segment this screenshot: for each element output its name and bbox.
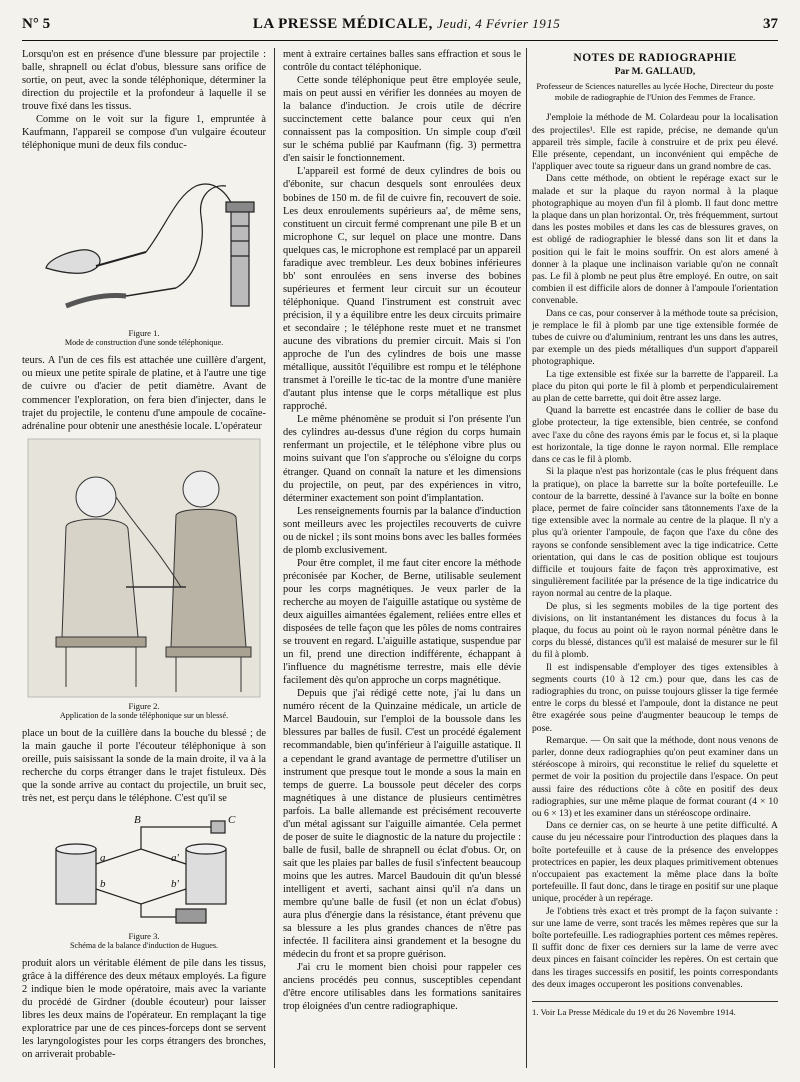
paragraph: Dans ce cas, pour conserver à la méthode toute sa précision, je remplace le fil à plomb par une tige extensible formée de tubes de cuivre ou d'aluminium, rentrant les uns dans les autres, par exemple un des pieds métalliques d'un support d'appareil photographique. (532, 307, 778, 368)
paragraph: Dans ce dernier cas, on se heurte à une petite difficulté. A cause du jeu nécessaire pour l'introduction des plaques dans la boîte portefeuille et à cause de la présence des enveloppes protectrices en papier, les deux plaques primitivement obtenues n'occupaient pas exactement la même place dans la boîte portefeuille. Il faut donc, dans le tirage en positif sur une plaque unique, procéder à un repérage. (532, 820, 778, 905)
paragraph: Depuis que j'ai rédigé cette note, j'ai lu dans un numéro récent de la Quinzaine médicale, un article de Marcel Baudouin, sur l'emploi de la boussole dans les blessures par balles de fusil. C'est un procédé également recommandable, bien qu'inférieur à l'aiguille astatique. Il a cependant le grand avantage de permettre d'utiliser un instrument que presque tout le monde a sous la main en temps de guerre. La boussole peut déceler des corps magnétiques à une distance de plusieurs centimètres parfois. La balle allemande est précisément recouverte d'un métal agissant sur l'aiguille aimantée. Cela permet de poser de suite le diagnostic de la nature du projectile : balle de fusil, balle de shrapnell ou éclat d'obus. Or, on sait que les plaies par balles de fusil s'infectent beaucoup moins que les autres. Marcel Baudouin dit qu'un blessé intelligent et averti, sachant ainsi qu'il n'a dans un membre qu'une balle de fusil (et non un éclat d'obus) aura plus d'énergie dans la résistance, étant prévenu que sa blessure a les plus grandes chances de n'être pas infectée. Il facilitera ainsi grandement et la besogne du médecin du front et sa propre guérison. (283, 688, 521, 961)
figure-3 (22, 809, 266, 951)
issue-date: Jeudi, 4 Février 1915 (437, 16, 561, 31)
paragraph: De plus, si les segments mobiles de la tige portent des divisions, on lit instantanément les distances du focus à la plaque, du focus au point où le rayon normal pénètre dans le corps du blessé, distances qu'il est malaisé de mesurer sur le fil du fil à plomb. (532, 600, 778, 661)
paragraph: J'ai cru le moment bien choisi pour rappeler ces anciens procédés peu connus, susceptibles cependant d'être encore utilisables dans les formations sanitaires trop éloignées d'un centre radiographique. (283, 962, 521, 1013)
article-heading (532, 52, 778, 102)
paragraph: Comme on le voit sur la figure 1, empruntée à Kaufmann, l'appareil se compose d'un vulgaire écouteur téléphonique muni de deux fils conduc- (22, 114, 266, 152)
figure-2-caption: Application de la sonde téléphonique sur un blessé. (59, 710, 229, 720)
paragraph: L'appareil est formé de deux cylindres de bois ou d'ébonite, sur chacun desquels sont enroulées deux bobines de 150 m. de fil de cuivre fin, recouvert de soie. Les deux enroulements supérieurs aa', de même sens, constituent un circuit fermé comprenant une pile B et un microphone C, sur lequel on place une montre. Dans quelques cas, le microphone est remplacé par un appareil faradique avec trembleur. Les deux bobines inférieures bb' sont enroulées en sens inverse des bobines supérieures et ferment leur circuit sur un écouteur téléphonique. Quand l'instrument est construit avec précision, il y a équilibre entre les deux circuits primaire et secondaire ; le téléphone reste muet et ne transmet aucune des vibrations du premier circuit. Mais si l'on approche de l'un des cylindres de bois une masse métallique, aussitôt l'équilibre est rompu et le téléphone transmet à l'oreille le tic-tac de la montre d'une manière d'autant plus intense que le corps métallique est plus rapproché. (283, 166, 521, 413)
figure-3-caption: Schéma de la balance d'induction de Hugues. (69, 940, 219, 950)
paragraph: La tige extensible est fixée sur la barrette de l'appareil. La place du piton qui porte le fil à plomb et perpendiculairement au plan de cette barrette, qui doit être assez large. (532, 368, 778, 405)
page-header (22, 16, 778, 41)
paragraph: Cette sonde téléphonique peut être employée seule, mais on peut aussi en vérifier les données au moyen de la balance d'induction. Je crois utile de décrire succinctement cette balance pour ceux qui n'en connaissent pas la composition. Un simple coup d'œil sur le schéma publié par Kaufmann (fig. 3) permettra d'en saisir le fonctionnement. (283, 75, 521, 165)
paragraph: Je l'obtiens très exact et très prompt de la façon suivante : sur une lame de verre, sont tracés les mêmes repères que sur la boîte portefeuille. Les radiographies portent ces mêmes repères. Il suffit donc de fixer ces derniers sur la lame de verre avec deux pinces en faisant coïncider les repères. On est certain que dans les tirages successifs en positif, les points correspondants des deux images occuperont les positions convenables. (532, 905, 778, 990)
paragraph: place un bout de la cuillère dans la bouche du blessé ; de la main gauche il porte l'écouteur téléphonique à son oreille, puis saisissant la sonde de la main droite, il va à la recherche du corps étranger dans le trajet fistuleux. Dès que la sonde arrive au contact du projectile, un bruit sec, très net, est perçu dans le téléphone. C'est qu'il se (22, 727, 266, 804)
column-rule (274, 48, 275, 1068)
figure-3-label: Figure 3. (128, 930, 160, 941)
paragraph: teurs. A l'un de ces fils est attachée une cuillère d'argent, ou mieux une petite spirale de platine, et à l'autre une tige de cuivre ou d'acier de petit diamètre. Avant de commencer l'exploration, on fera bien d'injecter, dans le trajet du projectile, le contenu d'une ampoule de cocaïne-adrénaline pour obtenir une anesthésie locale. L'opérateur (22, 355, 266, 432)
diagram-label: a (100, 851, 106, 864)
article-title: NOTES DE RADIOGRAPHIE (573, 52, 737, 64)
article-author: Par M. GALLAUD, (614, 67, 696, 78)
column-3 (532, 48, 778, 1072)
column-1 (22, 48, 266, 1072)
diagram-label: C (228, 813, 236, 826)
journal-title: LA PRESSE MÉDICALE, (252, 16, 433, 32)
paragraph: Le même phénomène se produit si l'on présente l'un des cylindres au-dessus d'une région du corps humain renfermant un projectile, et le téléphone vibre plus ou moins suivant que l'on s'approche ou s'éloigne du corps étranger. Quand on connaît la nature et les dimensions du projectile, on peut, par des expériences in vitro, déterminer exactement son point d'implantation. (283, 414, 521, 504)
figure-2-label: Figure 2. (128, 700, 160, 711)
diagram-label: b (100, 877, 106, 890)
author-affiliation: Professeur de Sciences naturelles au lycée Hoche, Directeur du poste mobile de radiographie de l'Union des Femmes de France. (536, 81, 774, 102)
figure-2 (22, 437, 266, 721)
paragraph: Quand la barrette est encastrée dans le collier de base du globe protecteur, la tige extensible, bien centrée, se confond avec l'axe du cône des rayons émis par le focus et, si la plaque est horizontale, la tige donne le rayon normal. Elle remplace dans ce cas le fil à plomb. (532, 405, 778, 466)
paragraph: Pour être complet, il me faut citer encore la méthode préconisée par Kocher, de Berne, utilisable seulement pour les corps magnétiques. Je veux parler de la recherche au moyen de l'aiguille astatique ou système de deux aiguilles aimantées également, reliées entre elles et disposées de telle façon que les pôles de noms contraires se trouvent en regard. L'aiguille astatique, suspendue par un fil, prend une direction indifférente, échappant à l'influence du magnétisme terrestre, mais elle dévie facilement dès qu'on approche un corps magnétique. (283, 557, 521, 687)
paragraph: Il est indispensable d'employer des tiges extensibles à segments courts (10 à 12 cm.) pour que, dans les cas de radiographies du tronc, on puisse toujours glisser la tige fermée entre le corps du blessé et l'ampoule, dont la distance ne peut être exagérée sous peine d'augmenter beaucoup le temps de pose. (532, 661, 778, 734)
diagram-label: b' (171, 877, 179, 890)
figure-1-caption: Mode de construction d'une sonde téléphonique. (64, 338, 224, 348)
paragraph: Dans cette méthode, on obtient le repérage exact sur le malade et sur la plaque du rayon normal à la plaque photographique au moyen d'un fil à plomb. Il faut donc mettre la plaque dans un plan horizontal. Or, très fréquemment, surtout dans les postes mobiles et dans les cas de blessures graves, on est obligé de radiographier le blessé dans son lit et dans la position qui le fait le moins souffrir. On est alors amené à donner à la plaque une inclinaison variable qu'on ne connaît pas. Le fil à plomb ne peut plus être employé. En outre, on sait combien il est difficile alors de donner à l'ampoule l'orientation convenable. (532, 173, 778, 307)
footnote: 1. Voir La Presse Médicale du 19 et du 26 Novembre 1914. (532, 1001, 778, 1018)
paragraph: ment à extraire certaines balles sans effraction et sous le contrôle du contact téléphonique. (283, 49, 521, 74)
issue-number: N° 5 (22, 16, 51, 32)
probe-application-illustration (26, 437, 262, 699)
figure-1 (22, 156, 266, 348)
column-rule (526, 48, 527, 1068)
figure-1-label: Figure 1. (128, 328, 160, 339)
telephone-probe-illustration (26, 156, 262, 326)
masthead (253, 16, 560, 33)
column-2 (283, 48, 521, 1072)
paragraph: Remarque. — On sait que la méthode, dont nous venons de parler, donne deux radiographies qu'on peut examiner dans un stéréoscope à miroirs, qui reconstitue le relief du squelette et permet de voir la position du projectile dans l'espace. On peut aussi faire des réductions côte à côte en positif des deux radiographies, sur une même plaque de format courant (4 × 10 ou 6 × 13) et les examiner dans un stéréoscope ordinaire. (532, 734, 778, 819)
paragraph: Si la plaque n'est pas horizontale (cas le plus fréquent dans la pratique), on place la barrette sur la boîte portefeuille. Le contour de la barrette, dessiné à l'avance sur la boîte en bonne place, permet de faire coïncider sans tâtonnements l'axe de la tige extensible avec la normale au centre de la plaque. Il n'y a plus qu'à orienter l'ampoule, de façon que l'axe du cône des rayons se confonde sensiblement avec la tige indicatrice. Cette orientation, qui dans le cas de position oblique est toujours difficile et toujours faite de façon très approximative, est singulièrement facilitée par la présence de la tige indicatrice du rayon normal au centre de la plaque. (532, 466, 778, 600)
paragraph: produit alors un véritable élément de pile dans les tissus, grâce à la différence des deux métaux employés. La figure 2 indique bien le mode opératoire, mais avec la variante du procédé de Girdner (double écouteur) pour laisser libres les deux mains de l'opérateur. En remplaçant la tige exploratrice par une de ces pinces-forceps dont se servent les laryngologistes pour les corps étrangers des bronches, on arriverait probable- (22, 957, 266, 1061)
paragraph: Lorsqu'on est en présence d'une blessure par projectile : balle, shrapnell ou éclat d'obus, blessure sans orifice de sortie, on peut, avec la sonde téléphonique, déterminer la direction du projectile et la profondeur à laquelle il se trouve fixé dans les tissus. (22, 49, 266, 113)
paragraph: Les renseignements fournis par la balance d'induction sont meilleurs avec les projectiles recouverts de cuivre ou de nickel ; ils sont moins bons avec les balles formées de plomb exclusivement. (283, 505, 521, 556)
paragraph: J'emploie la méthode de M. Colardeau pour la localisation des projectiles¹. Elle est rapide, précise, ne demande qu'un appareil très simple, facile à construire et de prix peu élevé. Elle présente, cependant, un inconvénient qui empêche de l'appliquer avec toute sa rigueur dans un grand nombre de cas. (532, 112, 778, 173)
diagram-label: B (134, 813, 141, 826)
induction-balance-diagram (26, 809, 262, 929)
diagram-label: a' (171, 851, 179, 864)
page-number: 37 (762, 16, 778, 32)
